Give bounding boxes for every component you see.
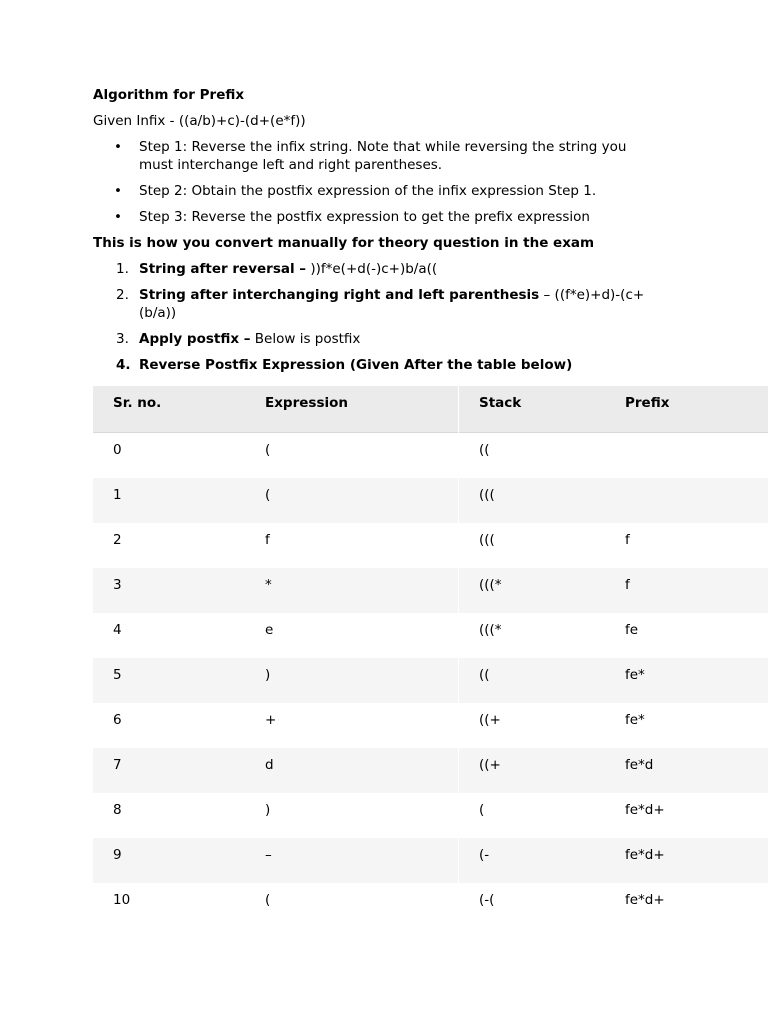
cell-expression: ) <box>265 802 271 818</box>
cell-prefix: fe*d <box>625 757 654 773</box>
step-label: String after interchanging right and left parenthesis <box>139 287 540 303</box>
cell-stack: (( <box>459 658 626 703</box>
cell-stack: (-( <box>459 883 626 928</box>
table-body <box>93 433 768 929</box>
table-row <box>93 658 768 703</box>
bullet-icon: • <box>114 183 122 199</box>
table-row <box>93 838 768 883</box>
cell-stack: ((+ <box>459 748 626 793</box>
cell-prefix: fe*d+ <box>625 847 665 863</box>
cell-expression: + <box>265 712 277 728</box>
table-row <box>93 613 768 658</box>
step-number: 1. <box>116 261 129 277</box>
table-row <box>93 433 768 479</box>
bullet-item <box>93 138 768 174</box>
cell-expression: ( <box>265 442 271 458</box>
cell-stack: ((+ <box>459 703 626 748</box>
cell-sr-no: 0 <box>113 442 122 458</box>
header-expression: Expression <box>265 395 348 411</box>
step-text: ))f*e(+d(-)c+)b/a(( <box>306 261 438 277</box>
doc-title: Algorithm for Prefix <box>93 87 245 103</box>
table-header-row <box>93 386 768 433</box>
cell-stack: ((( <box>459 523 626 568</box>
header-stack: Stack <box>459 386 626 433</box>
numbered-step <box>93 260 768 278</box>
table-row <box>93 568 768 613</box>
conversion-table <box>93 386 768 928</box>
cell-prefix: fe*d+ <box>625 892 665 908</box>
numbered-step <box>93 356 768 374</box>
given-infix: Given Infix - ((a/b)+c)-(d+(e*f)) <box>93 113 306 129</box>
cell-sr-no: 6 <box>113 712 122 728</box>
cell-expression: e <box>265 622 274 638</box>
cell-prefix: fe*d+ <box>625 802 665 818</box>
step-number: 3. <box>116 331 129 347</box>
cell-sr-no: 8 <box>113 802 122 818</box>
table-row <box>93 793 768 838</box>
cell-sr-no: 4 <box>113 622 122 638</box>
step-bullet-list <box>93 138 768 226</box>
table-row <box>93 478 768 523</box>
step-label: Apply postfix – <box>139 331 251 347</box>
cell-prefix: f <box>625 532 630 548</box>
cell-prefix: fe* <box>625 667 645 683</box>
cell-expression: ( <box>265 892 271 908</box>
bullet-text: Step 1: Reverse the infix string. Note that while reversing the string you must interchange left and right parentheses. <box>139 139 627 173</box>
cell-sr-no: 3 <box>113 577 122 593</box>
numbered-step <box>93 330 768 348</box>
cell-prefix <box>625 433 768 479</box>
cell-sr-no: 1 <box>113 487 122 503</box>
cell-sr-no: 5 <box>113 667 122 683</box>
bullet-item <box>93 182 768 200</box>
step-text: – ((f*e)+d)-(c+(b/a)) <box>139 287 645 321</box>
table-row <box>93 523 768 568</box>
cell-sr-no: 10 <box>113 892 131 908</box>
cell-expression: ) <box>265 667 271 683</box>
table-row <box>93 703 768 748</box>
document-content <box>93 86 768 382</box>
cell-stack: (( <box>459 433 626 479</box>
cell-prefix: fe* <box>625 712 645 728</box>
step-number: 4. <box>116 357 131 373</box>
cell-sr-no: 2 <box>113 532 122 548</box>
cell-prefix: f <box>625 577 630 593</box>
bullet-item <box>93 208 768 226</box>
header-prefix: Prefix <box>625 395 670 411</box>
cell-expression: f <box>265 532 270 548</box>
bullet-text: Step 2: Obtain the postfix expression of the infix expression Step 1. <box>139 183 597 199</box>
step-text: Below is postfix <box>250 331 361 347</box>
cell-expression: – <box>265 847 272 863</box>
cell-prefix: fe <box>625 622 639 638</box>
header-sr-no: Sr. no. <box>113 395 162 411</box>
cell-sr-no: 7 <box>113 757 122 773</box>
cell-expression: * <box>265 577 272 593</box>
cell-stack: (((* <box>459 568 626 613</box>
cell-stack: ( <box>459 793 626 838</box>
table-row <box>93 748 768 793</box>
bullet-icon: • <box>114 139 122 155</box>
step-label: String after reversal – <box>139 261 307 277</box>
table-header <box>93 386 768 433</box>
cell-expression: d <box>265 757 274 773</box>
bullet-icon: • <box>114 209 122 225</box>
step-number: 2. <box>116 287 129 303</box>
cell-stack: (((* <box>459 613 626 658</box>
cell-stack: ((( <box>459 478 626 523</box>
step-label: Reverse Postfix Expression (Given After the table below) <box>139 357 573 373</box>
manual-heading: This is how you convert manually for theory question in the exam <box>93 235 595 251</box>
cell-expression: ( <box>265 487 271 503</box>
table-row <box>93 883 768 928</box>
cell-prefix <box>625 478 768 523</box>
cell-stack: (- <box>459 838 626 883</box>
cell-sr-no: 9 <box>113 847 122 863</box>
numbered-step <box>93 286 768 322</box>
bullet-text: Step 3: Reverse the postfix expression to get the prefix expression <box>139 209 590 225</box>
manual-steps-list <box>93 260 768 374</box>
